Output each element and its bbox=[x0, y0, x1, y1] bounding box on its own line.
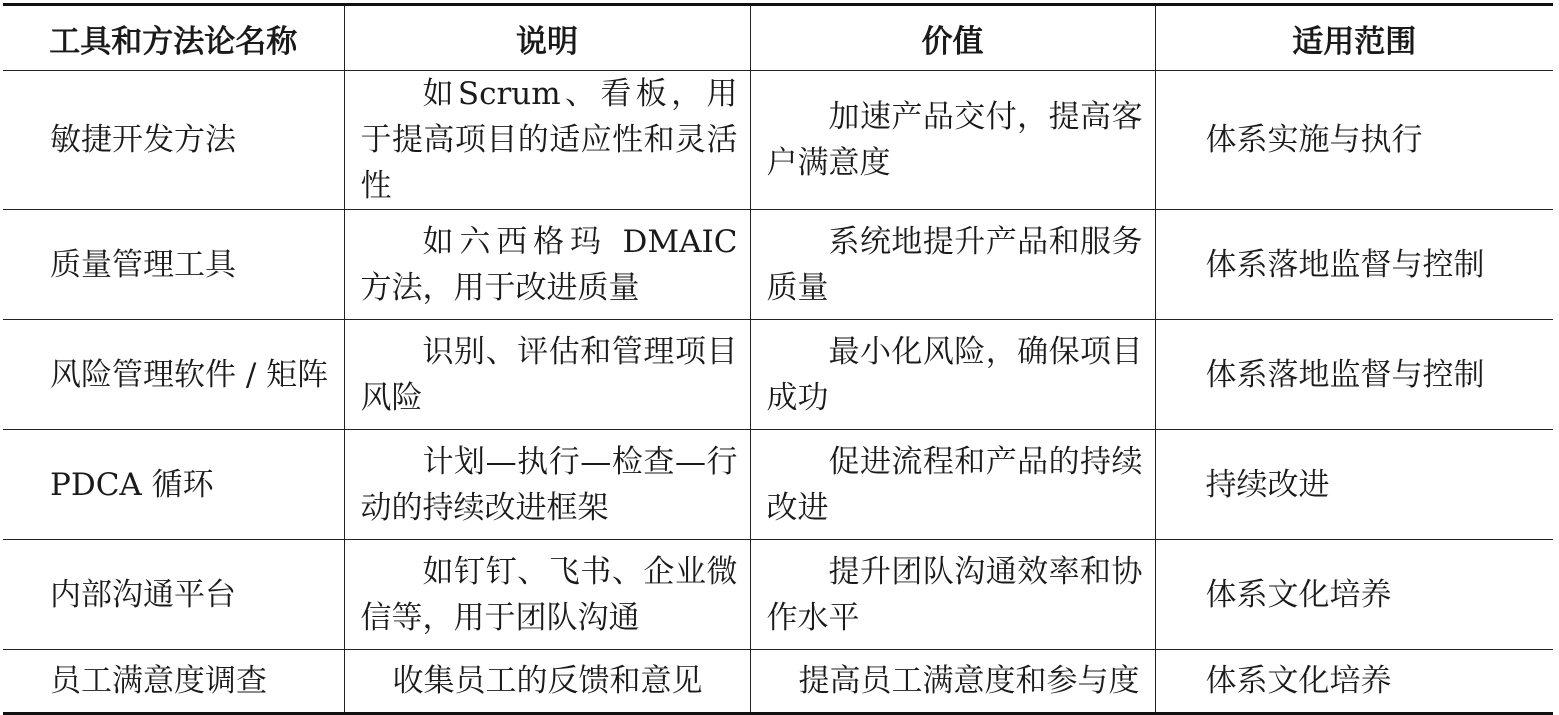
cell-description: 如Scrum、看板，用于提高项目的适应性和灵活性 bbox=[344, 71, 750, 210]
table-row bbox=[3, 430, 1553, 540]
header-row bbox=[3, 5, 1553, 71]
table-row bbox=[3, 650, 1553, 714]
table-row bbox=[3, 210, 1553, 320]
cell-description: 计划—执行—检查—行动的持续改进框架 bbox=[344, 430, 750, 540]
cell-name: 质量管理工具 bbox=[3, 210, 344, 320]
cell-description: 识别、评估和管理项目风险 bbox=[344, 320, 750, 430]
tools-methodology-table bbox=[3, 3, 1553, 715]
cell-description: 如六西格玛 DMAIC 方法，用于改进质量 bbox=[344, 210, 750, 320]
header-scope: 适用范围 bbox=[1155, 5, 1553, 71]
cell-scope: 体系实施与执行 bbox=[1155, 71, 1553, 210]
cell-name: 员工满意度调查 bbox=[3, 650, 344, 714]
cell-value: 系统地提升产品和服务质量 bbox=[750, 210, 1155, 320]
cell-scope: 体系落地监督与控制 bbox=[1155, 320, 1553, 430]
cell-name: 内部沟通平台 bbox=[3, 540, 344, 650]
cell-name: 风险管理软件 / 矩阵 bbox=[3, 320, 344, 430]
cell-scope: 体系文化培养 bbox=[1155, 650, 1553, 714]
cell-scope: 持续改进 bbox=[1155, 430, 1553, 540]
header-value: 价值 bbox=[750, 5, 1155, 71]
table-row bbox=[3, 71, 1553, 210]
cell-value: 促进流程和产品的持续改进 bbox=[750, 430, 1155, 540]
table-row bbox=[3, 320, 1553, 430]
cell-scope: 体系落地监督与控制 bbox=[1155, 210, 1553, 320]
cell-name: 敏捷开发方法 bbox=[3, 71, 344, 210]
cell-value: 提升团队沟通效率和协作水平 bbox=[750, 540, 1155, 650]
cell-value: 加速产品交付，提高客户满意度 bbox=[750, 71, 1155, 210]
cell-value: 提高员工满意度和参与度 bbox=[750, 650, 1155, 714]
header-description: 说明 bbox=[344, 5, 750, 71]
cell-value: 最小化风险，确保项目成功 bbox=[750, 320, 1155, 430]
cell-name: PDCA 循环 bbox=[3, 430, 344, 540]
cell-description: 如钉钉、飞书、企业微信等，用于团队沟通 bbox=[344, 540, 750, 650]
cell-scope: 体系文化培养 bbox=[1155, 540, 1553, 650]
header-name: 工具和方法论名称 bbox=[3, 5, 344, 71]
table-row bbox=[3, 540, 1553, 650]
cell-description: 收集员工的反馈和意见 bbox=[344, 650, 750, 714]
